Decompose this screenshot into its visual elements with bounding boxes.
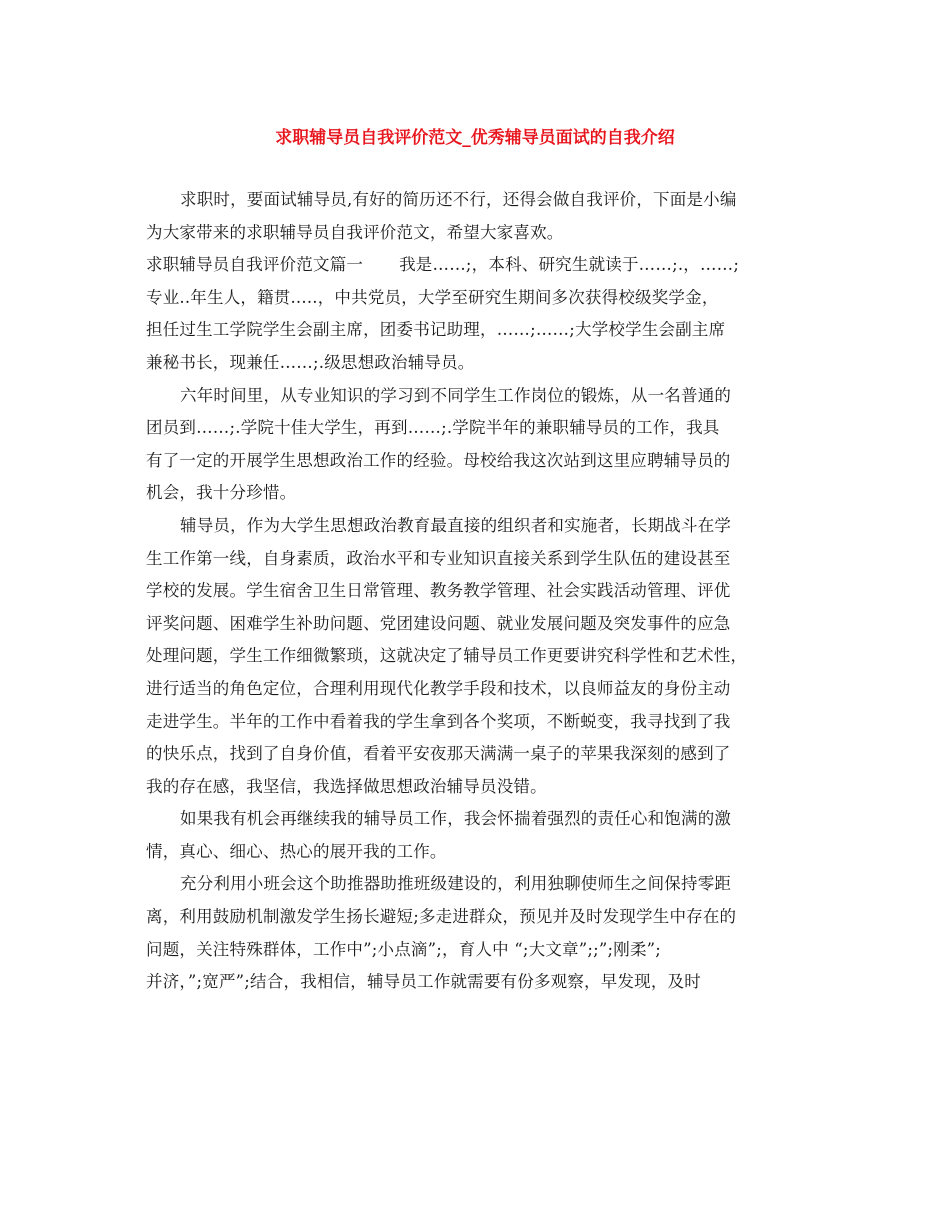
paragraph-line: 我的存在感，我坚信，我选择做思想政治辅导员没错。	[146, 776, 547, 796]
paragraph-line: 兼秘书长，现兼任……;.级思想政治辅导员。	[146, 352, 475, 372]
paragraph-line: 评奖问题、困难学生补助问题、党团建设问题、就业发展问题及突发事件的应急	[146, 613, 731, 633]
paragraph-line: 走进学生。半年的工作中看着我的学生拿到各个奖项，不断蜕变，我寻找到了我	[146, 711, 731, 731]
paragraph-line: 充分利用小班会这个助推器助推班级建设的，利用独聊使师生之间保持零距	[180, 874, 732, 894]
paragraph-line: 辅导员，作为大学生思想政治教育最直接的组织者和实施者，长期战斗在学	[180, 515, 732, 535]
document-body	[146, 184, 806, 999]
paragraph-line: 求职时，要面试辅导员,有好的简历还不行，还得会做自我评价，下面是小编	[180, 190, 737, 209]
paragraph-line: 并济，”;宽严”;结合，我相信，辅导员工作就需要有份多观察，早发现，及时	[146, 972, 701, 992]
paragraph-line: 问题，关注特殊群体，工作中”;小点滴”;，育人中 “;大文章”;;”;刚柔”;	[146, 939, 662, 959]
paragraph-line: 学校的发展。学生宿舍卫生日常管理、教务教学管理、社会实践活动管理、评优	[146, 581, 731, 601]
section-heading: 求职辅导员自我评价范文篇一	[146, 255, 364, 275]
paragraph-line: 情，真心、细心、热心的展开我的工作。	[146, 841, 447, 861]
paragraph-line: 六年时间里，从专业知识的学习到不同学生工作岗位的锻炼，从一名普通的	[180, 385, 732, 405]
paragraph-line: 有了一定的开展学生思想政治工作的经验。母校给我这次站到这里应聘辅导员的	[146, 450, 731, 470]
paragraph-line: 为大家带来的求职辅导员自我评价范文，希望大家喜欢。	[146, 222, 564, 242]
paragraph-line: 担任过生工学院学生会副主席，团委书记助理，……;……;大学校学生会副主席	[146, 320, 726, 340]
paragraph-line: 专业..年生人，籍贯.....，中共党员，大学至研究生期间多次获得校级奖学金，	[146, 287, 719, 307]
paragraph-line: 如果我有机会再继续我的辅导员工作，我会怀揣着强烈的责任心和饱满的激	[180, 809, 732, 829]
paragraph-line: 机会，我十分珍惜。	[146, 483, 297, 503]
paragraph-line: 处理问题，学生工作细微繁琐，这就决定了辅导员工作更要讲究科学性和艺术性，	[146, 646, 748, 666]
paragraph-line: 离，利用鼓励机制激发学生扬长避短;多走进群众，预见并及时发现学生中存在的	[146, 907, 737, 927]
paragraph-line	[146, 249, 806, 282]
document-title: 求职辅导员自我评价范文_优秀辅导员面试的自我介绍	[275, 128, 675, 148]
paragraph-line: 生工作第一线，自身素质，政治水平和专业知识直接关系到学生队伍的建设甚至	[146, 548, 731, 568]
paragraph-text: 我是……;，本科、研究生就读于……;.，……;	[399, 255, 740, 275]
paragraph-line: 团员到……;.学院十佳大学生，再到……;.学院半年的兼职辅导员的工作，我具	[146, 418, 720, 438]
paragraph-line: 的快乐点，找到了自身价值，看着平安夜那天满满一桌子的苹果我深刻的感到了	[146, 744, 731, 764]
paragraph-line: 进行适当的角色定位，合理利用现代化教学手段和技术，以良师益友的身份主动	[146, 678, 731, 698]
